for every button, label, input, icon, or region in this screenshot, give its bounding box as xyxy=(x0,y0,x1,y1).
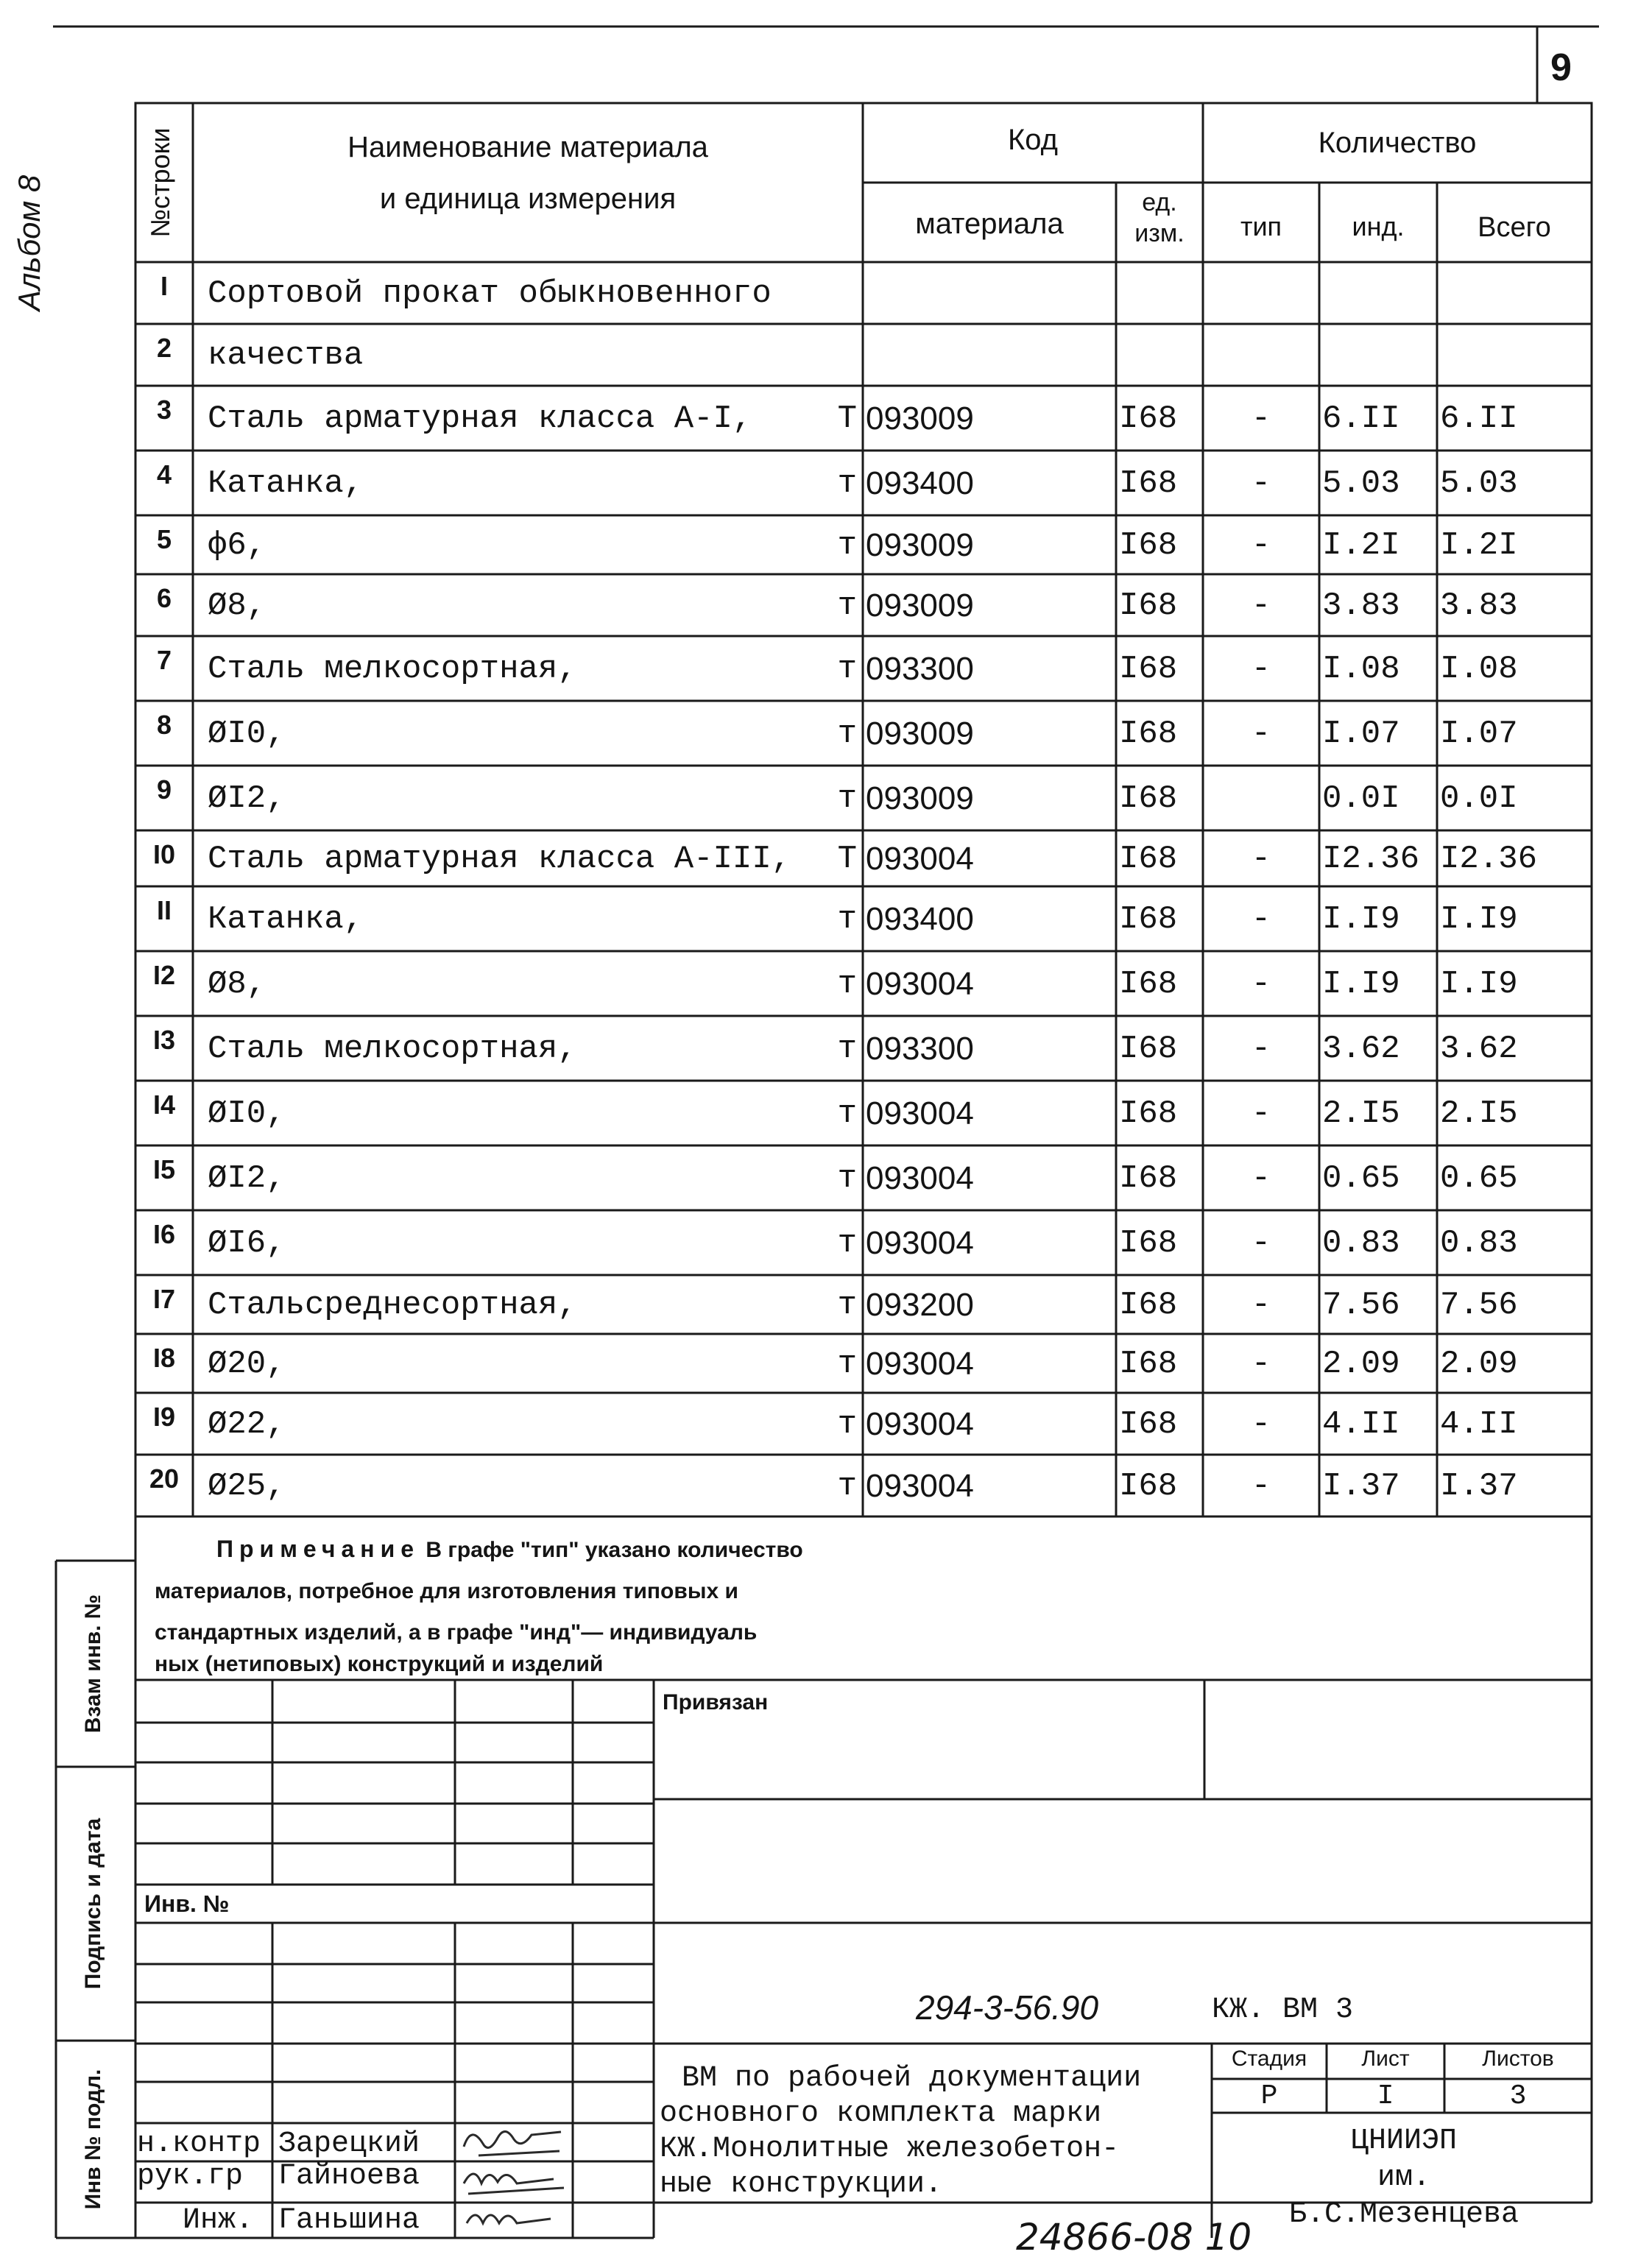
signer-role-1: н.контр xyxy=(137,2127,261,2161)
unit: т xyxy=(837,1095,857,1132)
row-number: 8 xyxy=(156,710,172,740)
row-number: 6 xyxy=(156,583,172,613)
qty-total: 0.0I xyxy=(1440,780,1518,817)
unit: т xyxy=(837,527,857,564)
qty-ind: I.2I xyxy=(1322,527,1400,564)
qty-total: I.2I xyxy=(1440,527,1518,564)
unit-code: I68 xyxy=(1119,651,1178,688)
material-name: Ø8, xyxy=(208,966,266,1003)
row-number-header: №строки xyxy=(145,127,175,238)
material-code: 093400 xyxy=(866,465,974,501)
qty-ind: I.07 xyxy=(1322,716,1400,752)
material-name: Ø25, xyxy=(208,1468,286,1505)
stage-label: Стадия xyxy=(1231,2047,1307,2071)
qty-total: I2.36 xyxy=(1440,841,1538,877)
unit-code: I68 xyxy=(1119,400,1178,437)
qty-total: 4.II xyxy=(1440,1406,1518,1443)
note-line2: материалов, потребное для изготовления типовых и xyxy=(155,1579,738,1603)
qty-total: 2.I5 xyxy=(1440,1095,1518,1132)
unit: т xyxy=(837,966,857,1003)
unit-code: I68 xyxy=(1119,527,1178,564)
code-material-header: материала xyxy=(915,208,1064,240)
qty-ind: 0.65 xyxy=(1322,1160,1400,1197)
signer-name-3: Ганьшина xyxy=(278,2204,420,2237)
unit: т xyxy=(837,716,857,752)
inv-number-label: Инв. № xyxy=(144,1890,230,1917)
row-number: 3 xyxy=(156,395,172,425)
unit: т xyxy=(837,587,857,624)
unit-code: I68 xyxy=(1119,465,1178,502)
material-code: 093004 xyxy=(866,966,974,1002)
qty-total: I.07 xyxy=(1440,716,1518,752)
qty-ind: 7.56 xyxy=(1322,1287,1400,1324)
material-code: 093004 xyxy=(866,1225,974,1261)
unit: т xyxy=(837,1160,857,1197)
material-code: 093009 xyxy=(866,400,974,437)
row-number: I5 xyxy=(152,1154,176,1184)
qty-type: - xyxy=(1251,901,1271,938)
quantity-total-header: Всего xyxy=(1478,212,1551,243)
qty-ind: 3.83 xyxy=(1322,587,1400,624)
unit-code: I68 xyxy=(1119,716,1178,752)
qty-total: I.I9 xyxy=(1440,966,1518,1003)
material-code: 093004 xyxy=(866,1095,974,1131)
sheet-label: Лист xyxy=(1361,2047,1410,2071)
privyazan-label: Привязан xyxy=(663,1690,769,1715)
unit-code: I68 xyxy=(1119,1287,1178,1324)
qty-total: 6.II xyxy=(1440,400,1518,437)
qty-type: - xyxy=(1251,1346,1271,1383)
unit: т xyxy=(837,651,857,688)
unit-code: I68 xyxy=(1119,1225,1178,1262)
material-code: 093009 xyxy=(866,527,974,563)
unit: т xyxy=(837,780,857,817)
qty-ind: I.I9 xyxy=(1322,966,1400,1003)
qty-type: - xyxy=(1251,400,1271,437)
qty-type: - xyxy=(1251,966,1271,1003)
material-name: ØI0, xyxy=(208,716,286,752)
signer-role-2: рук.гр xyxy=(137,2160,244,2193)
unit: т xyxy=(837,1406,857,1443)
description-block xyxy=(660,2061,1141,2203)
row-number: I4 xyxy=(152,1090,176,1120)
material-name-header-line1: Наименование материала xyxy=(347,131,708,163)
material-name: Сталь арматурная класса А-III, xyxy=(208,841,791,877)
qty-type: - xyxy=(1251,1468,1271,1505)
unit-code: I68 xyxy=(1119,1346,1178,1383)
row-number: I0 xyxy=(152,839,176,869)
material-name: ØI2, xyxy=(208,1160,286,1197)
row-number: 7 xyxy=(156,645,172,675)
note-block xyxy=(155,1528,1038,1675)
material-name: Сталь мелкосортная, xyxy=(208,651,577,688)
qty-ind: I.37 xyxy=(1322,1468,1400,1505)
row-number: I6 xyxy=(152,1219,176,1249)
qty-total: I.I9 xyxy=(1440,901,1518,938)
unit-code: I68 xyxy=(1119,1031,1178,1067)
material-name: ф6, xyxy=(208,527,266,564)
qty-ind: 2.I5 xyxy=(1322,1095,1400,1132)
qty-total: 3.62 xyxy=(1440,1031,1518,1067)
qty-ind: 5.03 xyxy=(1322,465,1400,502)
org-line2: им. xyxy=(1377,2161,1430,2194)
qty-type: - xyxy=(1251,1031,1271,1067)
unit-code: I68 xyxy=(1119,1406,1178,1443)
qty-total: I.08 xyxy=(1440,651,1518,688)
code-unit-header-line2: изм. xyxy=(1134,219,1185,247)
row-number: I3 xyxy=(152,1025,176,1055)
material-name: Катанка, xyxy=(208,901,364,938)
row-number: 4 xyxy=(156,459,172,490)
unit-code: I68 xyxy=(1119,901,1178,938)
description-line4: ные конструкции. xyxy=(660,2168,943,2201)
unit: т xyxy=(837,1287,857,1324)
row-number: 5 xyxy=(156,524,172,554)
unit-code: I68 xyxy=(1119,1160,1178,1197)
row-number: I9 xyxy=(152,1402,176,1432)
qty-ind: 0.0I xyxy=(1322,780,1400,817)
organization-block xyxy=(1216,2123,1592,2233)
qty-type: - xyxy=(1251,651,1271,688)
material-name: Ø8, xyxy=(208,587,266,624)
note-line3: стандартных изделий, а в графе "инд"— индивидуаль xyxy=(155,1620,758,1645)
material-code: 093400 xyxy=(866,901,974,937)
row-number: 20 xyxy=(149,1463,180,1494)
signer-role-3: Инж. xyxy=(183,2204,254,2237)
unit: т xyxy=(837,465,857,502)
unit: т xyxy=(837,1468,857,1505)
unit: т xyxy=(837,901,857,938)
row-number: 9 xyxy=(156,774,172,805)
album-label: Альбом 8 xyxy=(12,174,46,311)
unit: т xyxy=(837,1031,857,1067)
signature-date-label: Подпись и дата xyxy=(81,1818,105,1990)
qty-total: 0.65 xyxy=(1440,1160,1518,1197)
quantity-group-header: Количество xyxy=(1318,127,1477,159)
signer-name-1: Зарецкий xyxy=(278,2127,420,2161)
org-line3: Б.С.Мезенцева xyxy=(1288,2198,1519,2231)
material-code: 093004 xyxy=(866,1406,974,1442)
org-line1: ЦНИИЭП xyxy=(1350,2125,1458,2158)
qty-type: - xyxy=(1251,1095,1271,1132)
material-name: Катанка, xyxy=(208,465,364,502)
row-number: II xyxy=(156,895,172,925)
material-name: ØI6, xyxy=(208,1225,286,1262)
code-unit-header-line1: ед. xyxy=(1142,188,1177,216)
material-name: Ø22, xyxy=(208,1406,286,1443)
qty-total: 5.03 xyxy=(1440,465,1518,502)
material-name-header-line2: и единица измерения xyxy=(379,183,677,215)
quantity-type-header: тип xyxy=(1240,211,1282,241)
qty-type: - xyxy=(1251,1225,1271,1262)
qty-total: 0.83 xyxy=(1440,1225,1518,1262)
qty-total: 7.56 xyxy=(1440,1287,1518,1324)
description-line3: КЖ.Монолитные железобетон- xyxy=(660,2133,1120,2166)
qty-ind: 0.83 xyxy=(1322,1225,1400,1262)
unit: Т xyxy=(837,841,857,877)
qty-total: I.37 xyxy=(1440,1468,1518,1505)
sheets-label: Листов xyxy=(1482,2047,1554,2071)
description-line2: основного комплекта марки xyxy=(660,2097,1102,2130)
document-mark: КЖ. ВМ 3 xyxy=(1212,1994,1354,2027)
material-code: 093009 xyxy=(866,780,974,816)
material-name: качества xyxy=(208,337,364,374)
unit-code: I68 xyxy=(1119,780,1178,817)
document-number: 294-3-56.90 xyxy=(916,1988,1099,2027)
unit: т xyxy=(837,1225,857,1262)
unit-code: I68 xyxy=(1119,1095,1178,1132)
material-name: Ø20, xyxy=(208,1346,286,1383)
material-code: 093009 xyxy=(866,587,974,624)
row-number: I xyxy=(160,271,168,301)
unit-code: I68 xyxy=(1119,1468,1178,1505)
qty-type: - xyxy=(1251,1160,1271,1197)
unit-code: I68 xyxy=(1119,587,1178,624)
quantity-ind-header: инд. xyxy=(1352,211,1405,241)
footer-handwritten-number: 24866-08 10 xyxy=(1016,2216,1252,2259)
note-line4: ных (нетиповых) конструкций и изделий xyxy=(155,1652,604,1676)
qty-type: - xyxy=(1251,527,1271,564)
qty-total: 3.83 xyxy=(1440,587,1518,624)
unit: т xyxy=(837,1346,857,1383)
qty-ind: 6.II xyxy=(1322,400,1400,437)
stage-value: Р xyxy=(1260,2080,1278,2112)
unit-code: I68 xyxy=(1119,966,1178,1003)
note-line1: В графе "тип" указано количество xyxy=(426,1538,803,1562)
inv-original-label: Инв № подл. xyxy=(81,2069,105,2210)
sheets-value: 3 xyxy=(1509,2080,1527,2112)
qty-type: - xyxy=(1251,587,1271,624)
material-code: 093300 xyxy=(866,1031,974,1067)
material-code: 093200 xyxy=(866,1287,974,1323)
material-name: ØI2, xyxy=(208,780,286,817)
qty-ind: 2.09 xyxy=(1322,1346,1400,1383)
material-code: 093009 xyxy=(866,716,974,752)
qty-ind: 3.62 xyxy=(1322,1031,1400,1067)
material-name: ØI0, xyxy=(208,1095,286,1132)
page-number: 9 xyxy=(1550,46,1572,89)
material-name: Стальсреднесортная, xyxy=(208,1287,577,1324)
code-group-header: Код xyxy=(1007,124,1058,156)
material-code: 093004 xyxy=(866,841,974,877)
qty-type: - xyxy=(1251,841,1271,877)
vzam-inv-label: Взам инв. № xyxy=(81,1594,105,1734)
qty-ind: I.08 xyxy=(1322,651,1400,688)
material-code: 093004 xyxy=(866,1468,974,1504)
qty-ind: I2.36 xyxy=(1322,841,1420,877)
sheet-value: I xyxy=(1377,2080,1394,2112)
qty-total: 2.09 xyxy=(1440,1346,1518,1383)
row-number: I7 xyxy=(152,1284,176,1314)
material-name: Сталь арматурная класса А-I, xyxy=(208,400,752,437)
unit: Т xyxy=(837,400,857,437)
qty-type: - xyxy=(1251,716,1271,752)
note-heading: Примечание xyxy=(216,1536,420,1562)
material-code: 093004 xyxy=(866,1346,974,1382)
row-number: 2 xyxy=(156,333,172,363)
unit-code: I68 xyxy=(1119,841,1178,877)
row-number: I8 xyxy=(152,1343,176,1373)
row-number: I2 xyxy=(152,960,176,990)
qty-ind: I.I9 xyxy=(1322,901,1400,938)
signer-name-2: Гайноева xyxy=(278,2160,420,2193)
material-code: 093004 xyxy=(866,1160,974,1196)
qty-type: - xyxy=(1251,465,1271,502)
material-name: Сталь мелкосортная, xyxy=(208,1031,577,1067)
material-name: Сортовой прокат обыкновенного xyxy=(208,275,772,312)
qty-type: - xyxy=(1251,1406,1271,1443)
qty-type: - xyxy=(1251,1287,1271,1324)
qty-ind: 4.II xyxy=(1322,1406,1400,1443)
description-line1: ВМ по рабочей документации xyxy=(682,2062,1142,2095)
material-code: 093300 xyxy=(866,651,974,687)
